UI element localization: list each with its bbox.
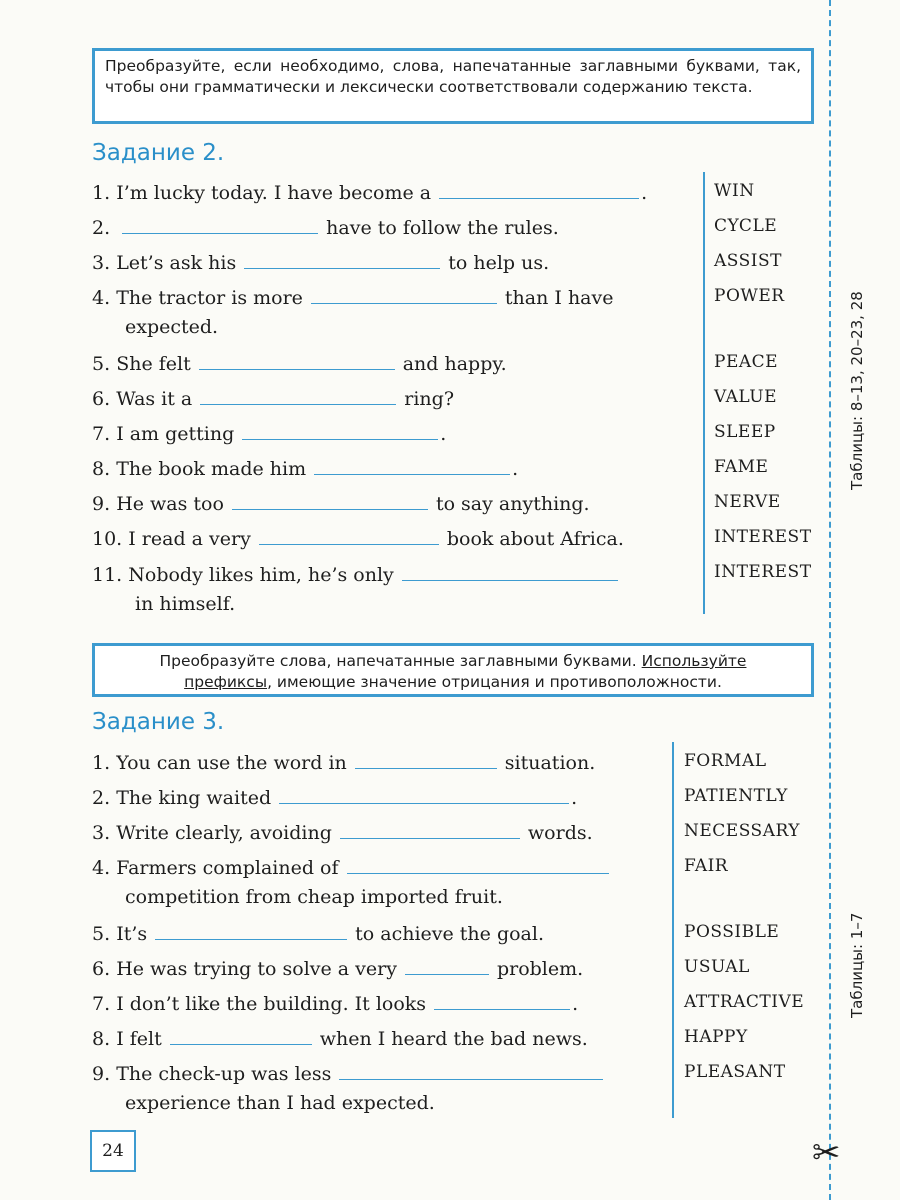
list-item-continuation: in himself. [135,593,236,615]
answer-blank[interactable] [405,956,489,975]
list-item: 8. I felt when I heard the bad news. [92,1028,588,1050]
answer-blank[interactable] [355,750,497,769]
source-word: NERVE [714,492,781,512]
list-item: 3. Let’s ask his to help us. [92,252,550,274]
list-item: 9. The check-up was less [92,1061,611,1085]
list-item-continuation: expected. [125,316,219,338]
answer-blank[interactable] [279,785,569,804]
list-item: 1. I’m lucky today. I have become a . [92,182,648,204]
answer-blank[interactable] [311,285,497,304]
task3-instruction: Преобразуйте слова, напечатанные заглавными буквами. Используйте префиксы, имеющие значение отрицания и противоположности. [92,643,814,697]
answer-blank[interactable] [259,526,439,545]
answer-blank[interactable] [170,1026,312,1045]
answer-blank[interactable] [242,421,438,440]
task2-heading: Задание 2. [92,140,225,166]
list-item: 1. You can use the word in situation. [92,752,596,774]
side-label-bottom: Таблицы: 1–7 [848,912,866,1018]
answer-blank[interactable] [244,250,440,269]
answer-blank[interactable] [439,180,639,199]
task3-heading: Задание 3. [92,709,225,735]
list-item: 4. Farmers complained of [92,855,617,879]
list-item: 9. He was too to say anything. [92,493,590,515]
answer-blank[interactable] [402,562,618,581]
answer-blank[interactable] [340,820,520,839]
source-word: PATIENTLY [684,786,788,806]
task3-divider [672,742,674,1118]
source-word: FORMAL [684,751,767,771]
list-item: 2. have to follow the rules. [92,217,559,239]
answer-blank[interactable] [199,351,395,370]
source-word: ATTRACTIVE [684,992,805,1012]
source-word: INTEREST [714,527,812,547]
list-item: 6. He was trying to solve a very problem. [92,958,584,980]
list-item-continuation: competition from cheap imported fruit. [125,886,503,908]
side-label-top: Таблицы: 8–13, 20–23, 28 [848,291,866,490]
list-item: 11. Nobody likes him, he’s only [92,562,626,586]
list-item: 4. The tractor is more than I have [92,287,614,309]
answer-blank[interactable] [200,386,396,405]
source-word: INTEREST [714,562,812,582]
answer-blank[interactable] [232,491,428,510]
source-word: SLEEP [714,422,776,442]
source-word: USUAL [684,957,750,977]
list-item: 2. The king waited . [92,787,578,809]
page-number: 24 [90,1130,136,1172]
answer-blank[interactable] [314,456,510,475]
answer-blank[interactable] [339,1061,603,1080]
cut-line [829,0,831,1200]
list-item: 3. Write clearly, avoiding words. [92,822,593,844]
source-word: FAME [714,457,769,477]
list-item-continuation: experience than I had expected. [125,1092,435,1114]
source-word: WIN [714,181,755,201]
source-word: HAPPY [684,1027,748,1047]
source-word: ASSIST [714,251,782,271]
list-item: 8. The book made him . [92,458,519,480]
task2-instruction: Преобразуйте, если необходимо, слова, напечатанные заглавными буквами, так, чтобы они грамматически и лексически соответствовали содержанию текста. [92,48,814,124]
answer-blank[interactable] [434,991,570,1010]
source-word: VALUE [714,387,777,407]
source-word: FAIR [684,856,729,876]
list-item: 7. I don’t like the building. It looks . [92,993,579,1015]
list-item: 6. Was it a ring? [92,388,455,410]
list-item: 5. She felt and happy. [92,353,507,375]
answer-blank[interactable] [347,855,609,874]
list-item: 10. I read a very book about Africa. [92,528,624,550]
source-word: PLEASANT [684,1062,786,1082]
list-item: 7. I am getting . [92,423,447,445]
source-word: PEACE [714,352,779,372]
source-word: NECESSARY [684,821,800,841]
source-word: POSSIBLE [684,922,780,942]
list-item: 5. It’s to achieve the goal. [92,923,544,945]
answer-blank[interactable] [122,215,318,234]
source-word: POWER [714,286,785,306]
source-word: CYCLE [714,216,778,236]
answer-blank[interactable] [155,921,347,940]
scissors-icon: ✂ [812,1133,841,1173]
task2-divider [703,172,705,614]
